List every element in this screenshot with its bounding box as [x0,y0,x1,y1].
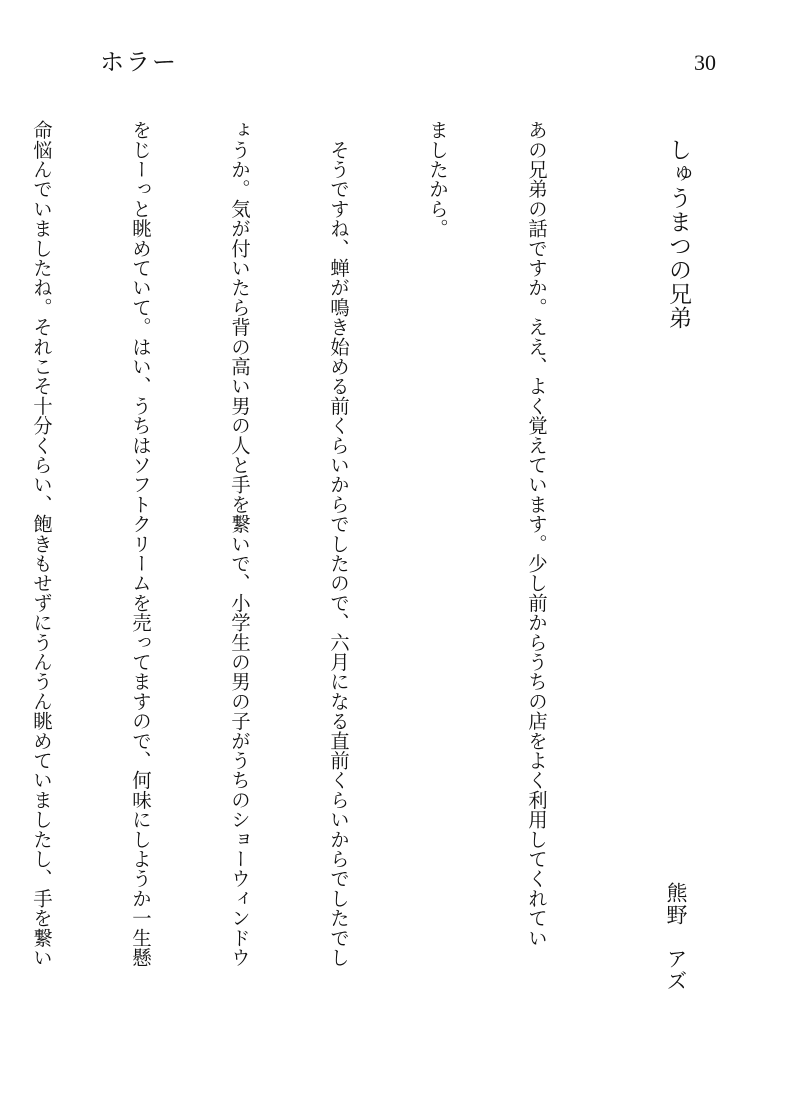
story-title: しゅうまつの兄弟 [665,138,691,330]
running-header-category: ホラー [100,48,178,76]
body-line: ょうか。気が付いたら背の高い男の人と手を繋いで、小学生の男の子がうちのショーウィンドウ [228,120,251,968]
body-line: そうですね、蝉が鳴き始める前くらいからでしたので、六月になる直前くらいからでしたでし [327,120,350,968]
body-line: ましたから。 [426,120,449,239]
body-line: 命悩んでいましたね。それこそ十分くらい、飽きもせずにうんうん眺めていましたし、手を繋い [30,120,53,968]
body-text [30,120,619,1030]
body-line: あの兄弟の話ですか。ええ、よく覚えています。少し前からうちの店をよく利用してくれてい [525,120,548,948]
author-name: 熊野 アズ [664,882,688,992]
body-line: をじーっと眺めていて。はい、うちはソフトクリームを売ってますので、何味にしようか一生懸 [129,120,152,968]
page-number: 30 [694,50,716,75]
